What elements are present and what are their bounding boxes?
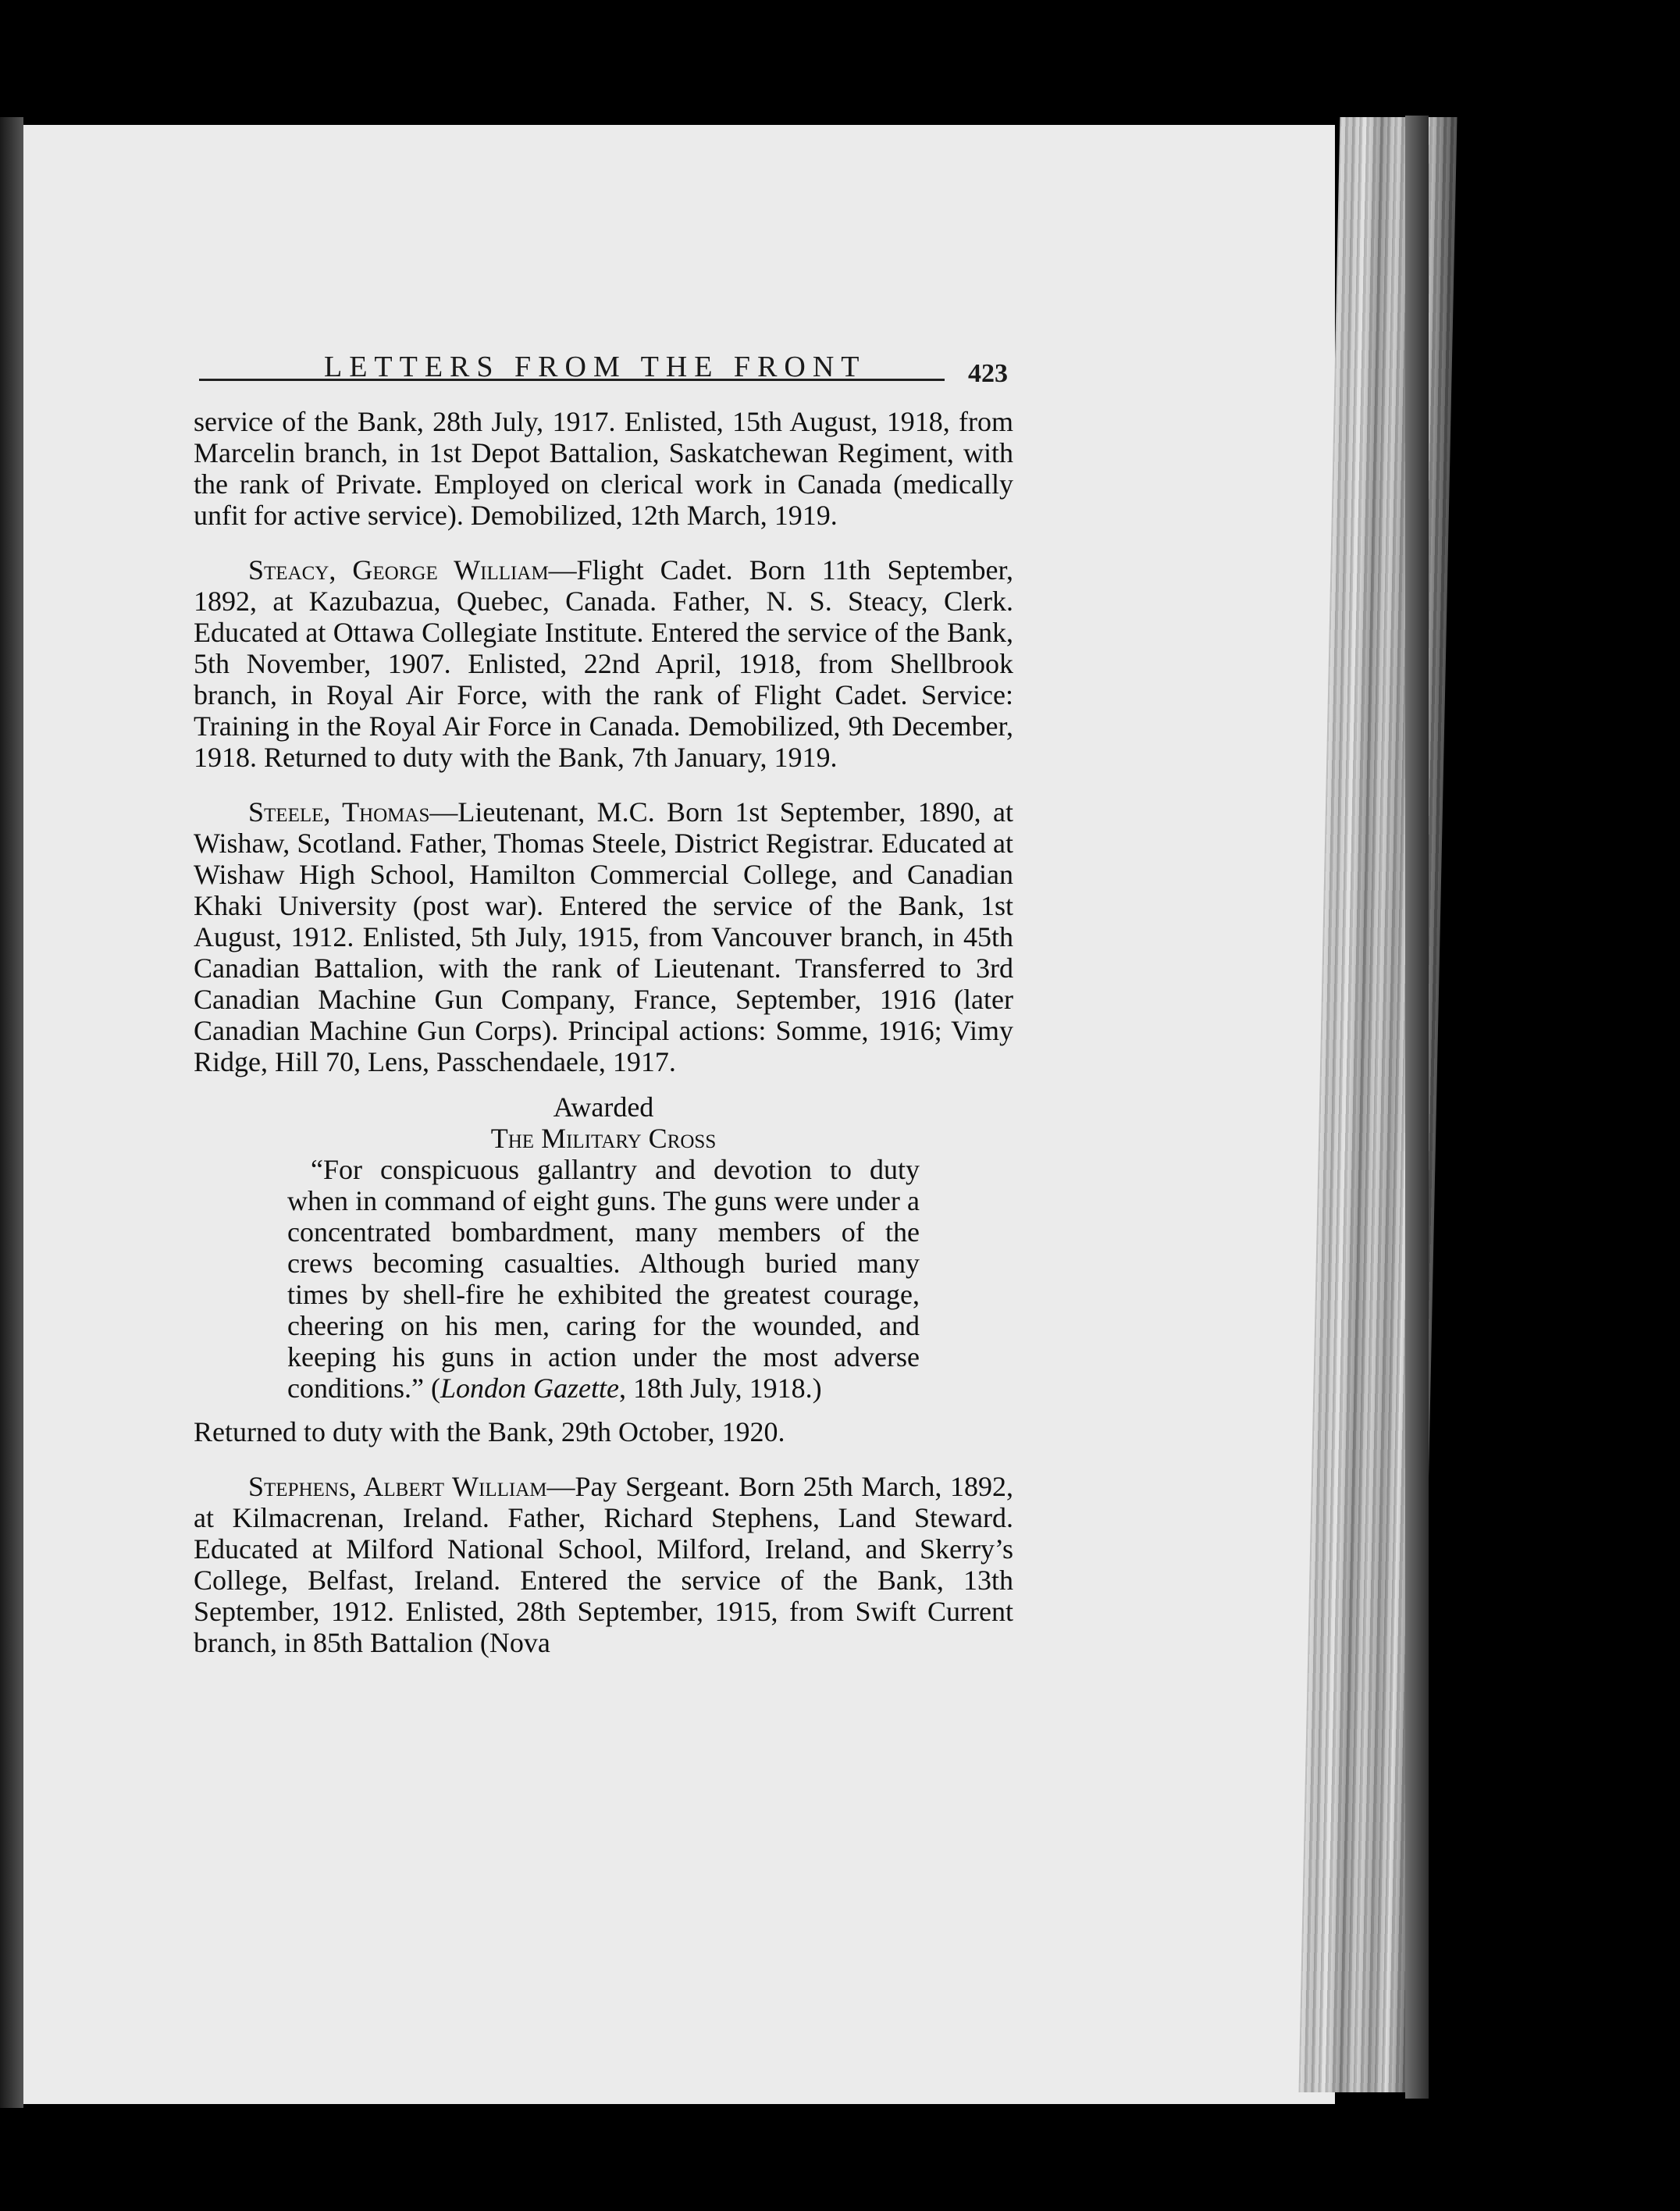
paragraph-text: —Lieutenant, M.C. Born 1st September, 1890, at Wishaw, Scotland. Father, Thomas Steele, District Registrar. Educated at Wishaw High School, Hamilton Commercial College, and Canadian Khaki University (post war). Entered the service of the Bank, 1st August, 1912. Enlisted, 5th July, 1915, from Vancouver branch, in 45th Canadian Battalion, with the rank of Lieutenant. Transferred to 3rd Canadian Machine Gun Company, France, September, 1916 (later Canadian Machine Gun Corps). Principal actions: Somme, 1916; Vimy Ridge, Hill 70, Lens, Passchendaele, 1917. (194, 796, 1013, 1077)
page-number: 423 (968, 359, 1008, 388)
page-body (194, 406, 1013, 1682)
paragraph-stephens (194, 1471, 1013, 1658)
paragraph-text: service of the Bank, 28th July, 1917. Enlisted, 15th August, 1918, from Marcelin branch, in 1st Depot Battalion, Saskatchewan Regiment, with the rank of Private. Employed on clerical work in Canada (medically unfit for active service). Demobilized, 12th March, 1919. (194, 406, 1013, 531)
entry-name: Stephens, Albert William (248, 1471, 547, 1502)
citation-end: , 18th July, 1918.) (618, 1373, 822, 1404)
running-header: LETTERS FROM THE FRONT (324, 351, 867, 383)
paragraph-text: —Flight Cadet. Born 11th September, 1892, at Kazubazua, Quebec, Canada. Father, N. S. Steacy, Clerk. Educated at Ottawa Collegiate Institute. Entered the service of the Bank, 5th November, 1907. Enlisted, 22nd April, 1918, from Shellbrook branch, in Royal Air Force, with the rank of Flight Cadet. Service: Training in the Royal Air Force in Canada. Demobilized, 9th December, 1918. Returned to duty with the Bank, 7th January, 1919. (194, 554, 1013, 773)
award-block (194, 1091, 1013, 1404)
entry-name: Steele, Thomas (248, 796, 430, 828)
header-rule (199, 379, 945, 381)
paragraph-continuation (194, 406, 1013, 531)
book-cover-edge (1405, 116, 1429, 2099)
paragraph-steele (194, 796, 1013, 1077)
returned-note: Returned to duty with the Bank, 29th October, 1920. (194, 1416, 785, 1447)
award-label: Awarded (553, 1091, 654, 1123)
citation-text: “For conspicuous gallantry and devotion to duty when in command of eight guns. The guns were under a concentrated bombardment, many members of the crews becoming casualties. Although buried many times by shell-fire he exhibited the greatest courage, cheering on his men, caring for the wounded, and keeping his guns in action under the most adverse conditions.” ( (287, 1154, 920, 1404)
book-spine-left (0, 117, 23, 2108)
award-citation (287, 1154, 920, 1404)
paragraph-text: —Pay Sergeant. Born 25th March, 1892, at Kilmacrenan, Ireland. Father, Richard Stephens, Land Steward. Educated at Milford National School, Milford, Ireland, and Skerry’s College, Belfast, Ireland. Entered the service of the Bank, 13th September, 1912. Enlisted, 28th September, 1915, from Swift Current branch, in 85th Battalion (Nova (194, 1471, 1013, 1658)
entry-name: Steacy, George William (248, 554, 549, 586)
citation-source: London Gazette (440, 1373, 619, 1404)
paragraph-steacy (194, 554, 1013, 773)
award-title: The Military Cross (490, 1123, 717, 1154)
